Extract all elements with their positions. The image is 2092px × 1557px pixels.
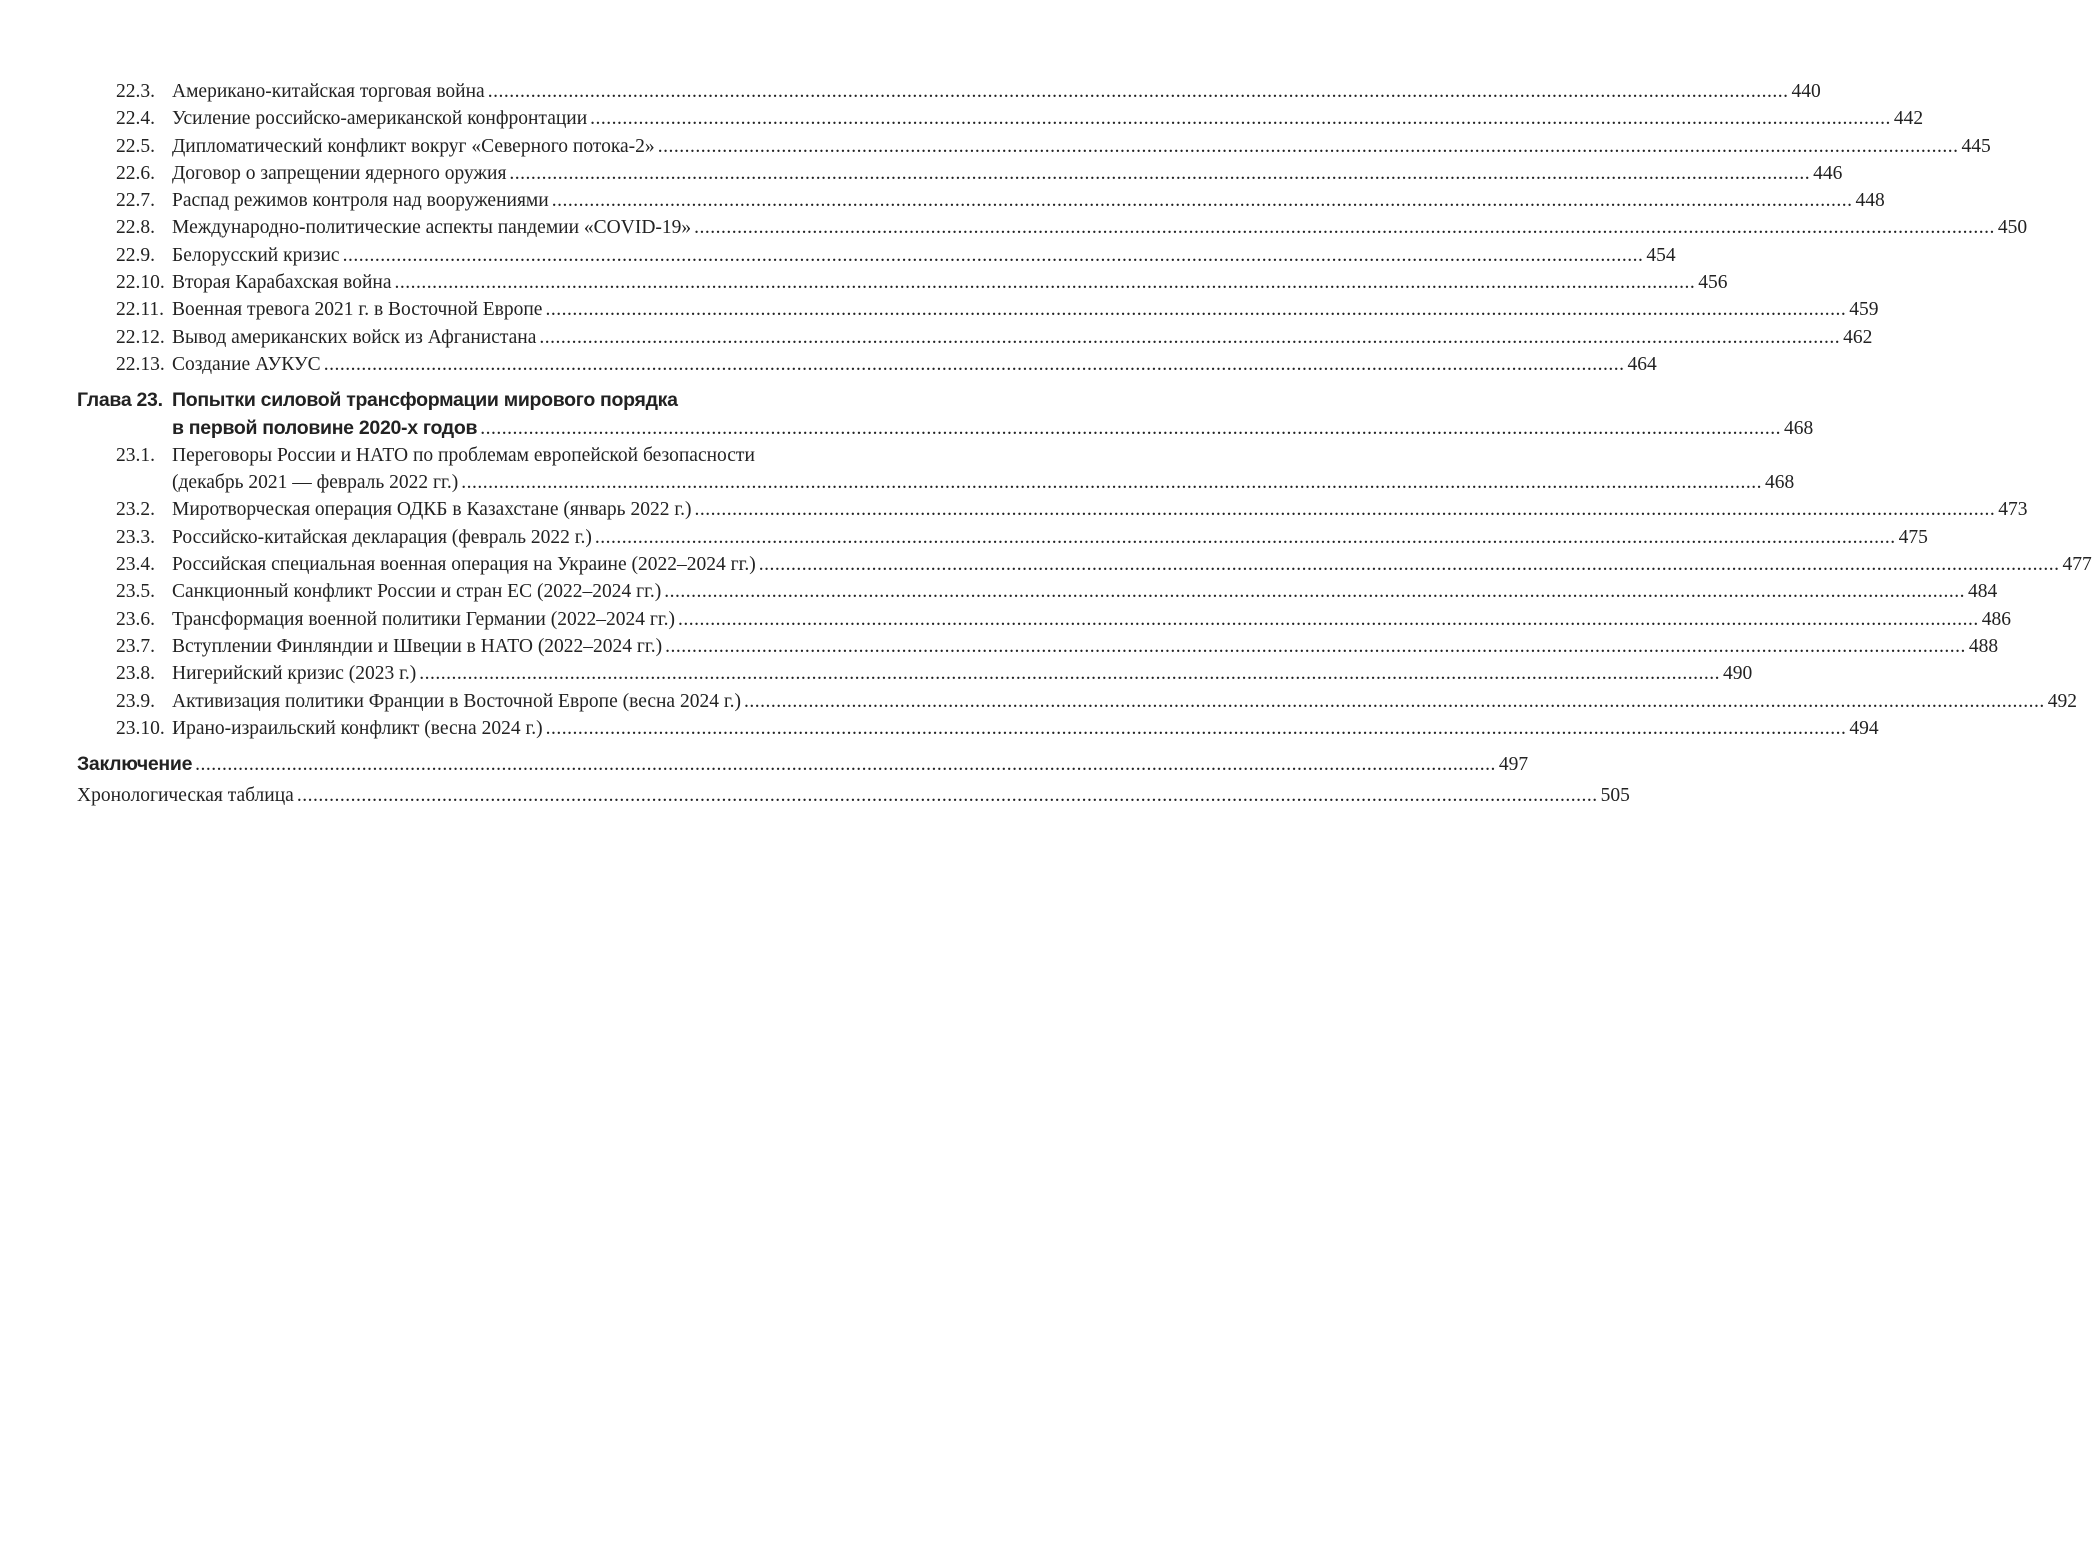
toc-entry-conclusion [77, 751, 1529, 778]
entry-title: Нигерийский кризис (2023 г.) [172, 663, 417, 685]
entry-number: 23.5. [116, 581, 155, 603]
entry-page: 459 [1849, 299, 1879, 321]
dot-leader [665, 633, 1966, 660]
toc-entry [77, 496, 2028, 523]
toc-entry [77, 524, 1928, 551]
section-23-list [77, 496, 2092, 742]
dot-leader [480, 415, 1781, 442]
chapter-23-title-line1: Попытки силовой трансформации мирового порядка [172, 389, 678, 412]
entry-page: 440 [1791, 81, 1821, 102]
toc-entry [77, 660, 1753, 687]
toc-entry [77, 715, 1879, 742]
chronology-title: Хронологическая таблица [77, 785, 294, 807]
entry-number: 22.8. [116, 217, 155, 239]
entry-page: 442 [1893, 108, 1924, 130]
entry-page: 448 [1855, 190, 1885, 212]
dot-leader [678, 606, 1979, 633]
conclusion-page: 497 [1498, 754, 1529, 776]
entry-page: 462 [1843, 326, 1873, 348]
dot-leader [539, 324, 1840, 351]
dot-leader [509, 160, 1810, 187]
dot-leader [759, 551, 2060, 578]
toc-entry-23-1 [77, 442, 926, 469]
entry-title: Дипломатический конфликт вокруг «Северного потока-2» [172, 135, 655, 157]
entry-title-line2: (декабрь 2021 — февраль 2022 гг.) [172, 472, 459, 494]
toc-entry [77, 187, 1885, 214]
chapter-23-heading-cont [77, 415, 1814, 442]
entry-page: 456 [1698, 272, 1728, 294]
entry-number: 23.7. [116, 635, 155, 657]
dot-leader [552, 187, 1853, 214]
dot-leader [419, 660, 1720, 687]
entry-number: 23.8. [116, 663, 155, 685]
toc-entry [77, 351, 1657, 378]
entry-page: 490 [1723, 663, 1753, 685]
entry-number: 22.4. [116, 108, 155, 130]
entry-number: 22.6. [116, 162, 155, 184]
entry-title: Американо-китайская торговая война [172, 81, 485, 102]
entry-number: 22.9. [116, 244, 155, 266]
toc-entry-chronology [77, 782, 1630, 809]
toc-entry [77, 242, 1676, 269]
entry-number: 23.2. [116, 499, 155, 521]
chronology-page: 505 [1600, 785, 1630, 807]
toc-entry [77, 324, 1873, 351]
dot-leader [546, 715, 1847, 742]
entry-title: Ирано-израильский конфликт (весна 2024 г.) [172, 717, 543, 739]
dot-leader [744, 688, 2045, 715]
entry-number: 22.12. [116, 326, 165, 348]
dot-leader [343, 242, 1644, 269]
entry-page: 464 [1627, 353, 1657, 375]
entry-number: 22.7. [116, 190, 155, 212]
entry-page: 445 [1961, 135, 1991, 157]
toc-entry [77, 105, 1924, 132]
dot-leader [395, 269, 1696, 296]
toc-entry-23-1-cont [77, 469, 1795, 496]
toc-entry [77, 296, 1879, 323]
entry-title: Миротворческая операция ОДКБ в Казахстане (январь 2022 г.) [172, 499, 692, 521]
entry-title: Вывод американских войск из Афганистана [172, 326, 537, 348]
entry-title: Создание АУКУС [172, 353, 321, 375]
entry-title: Российская специальная военная операция на Украине (2022–2024 гг.) [172, 554, 756, 576]
chapter-23-page: 468 [1783, 417, 1814, 439]
chapter-23-label: Глава 23. [77, 389, 163, 412]
dot-leader [590, 105, 1891, 132]
entry-number: 23.9. [116, 690, 155, 712]
toc-entry [77, 78, 1821, 105]
entry-number: 23.4. [116, 554, 155, 576]
entry-number: 22.13. [116, 353, 165, 375]
entry-page: 473 [1998, 499, 2028, 521]
dot-leader [595, 524, 1896, 551]
dot-leader [695, 496, 1996, 523]
entry-title: Усиление российско-американской конфронтации [172, 108, 588, 130]
dot-leader [664, 578, 1965, 605]
section-22-list [77, 78, 2028, 378]
entry-page: 488 [1968, 635, 1999, 657]
entry-title: Договор о запрещении ядерного оружия [172, 162, 507, 184]
entry-title-line1: Переговоры России и НАТО по проблемам европейской безопасности [172, 444, 755, 466]
toc-entry [77, 551, 2092, 578]
chapter-23-heading [77, 387, 926, 414]
entry-title: Активизация политики Франции в Восточной Европе (весна 2024 г.) [172, 690, 742, 712]
toc-entry [77, 214, 2028, 241]
entry-title: Белорусский кризис [172, 244, 340, 266]
toc-entry [77, 160, 1843, 187]
dot-leader [545, 296, 1846, 323]
entry-number: 22.3. [116, 81, 155, 102]
dot-leader [658, 133, 1959, 160]
entry-page: 477 [2062, 554, 2092, 576]
toc-entry [77, 606, 2012, 633]
chapter-23-title-line2: в первой половине 2020-х годов [172, 416, 478, 439]
dot-leader [461, 469, 1762, 496]
entry-number: 22.11. [116, 299, 165, 321]
dot-leader [694, 214, 1995, 241]
toc-entry [77, 133, 1991, 160]
entry-number: 23.10. [116, 717, 165, 739]
entry-page: 486 [1981, 608, 2012, 630]
entry-page: 450 [1997, 217, 2028, 239]
entry-number: 23.3. [116, 526, 155, 548]
entry-page: 492 [2047, 690, 2078, 712]
toc-entry [77, 269, 1728, 296]
entry-title: Российско-китайская декларация (февраль 2022 г.) [172, 526, 592, 548]
entry-page: 446 [1813, 162, 1843, 184]
entry-title: Санкционный конфликт России и стран ЕС (2022–2024 гг.) [172, 581, 662, 603]
toc-entry [77, 688, 2078, 715]
entry-page: 468 [1764, 472, 1795, 494]
entry-page: 494 [1849, 717, 1879, 739]
entry-title: Распад режимов контроля над вооружениями [172, 190, 549, 212]
entry-page: 475 [1898, 526, 1928, 548]
toc-entry [77, 578, 1998, 605]
entry-title: Трансформация военной политики Германии (2022–2024 гг.) [172, 608, 676, 630]
entry-page: 484 [1968, 581, 1998, 603]
entry-title: Вторая Карабахская война [172, 272, 392, 294]
entry-number: 23.1. [116, 444, 155, 466]
entry-title: Военная тревога 2021 г. в Восточной Европе [172, 299, 543, 321]
dot-leader [324, 351, 1625, 378]
entry-title: Вступлении Финляндии и Швеции в НАТО (2022–2024 гг.) [172, 635, 663, 657]
dot-leader [488, 78, 1789, 105]
dot-leader [297, 782, 1598, 809]
table-of-contents [77, 78, 2092, 810]
entry-number: 22.10. [116, 272, 165, 294]
entry-title: Международно-политические аспекты пандемии «COVID-19» [172, 217, 692, 239]
entry-number: 23.6. [116, 608, 155, 630]
entry-number: 22.5. [116, 135, 155, 157]
toc-entry [77, 633, 1999, 660]
dot-leader [195, 751, 1496, 778]
conclusion-title: Заключение [77, 753, 193, 776]
entry-page: 454 [1646, 244, 1676, 266]
